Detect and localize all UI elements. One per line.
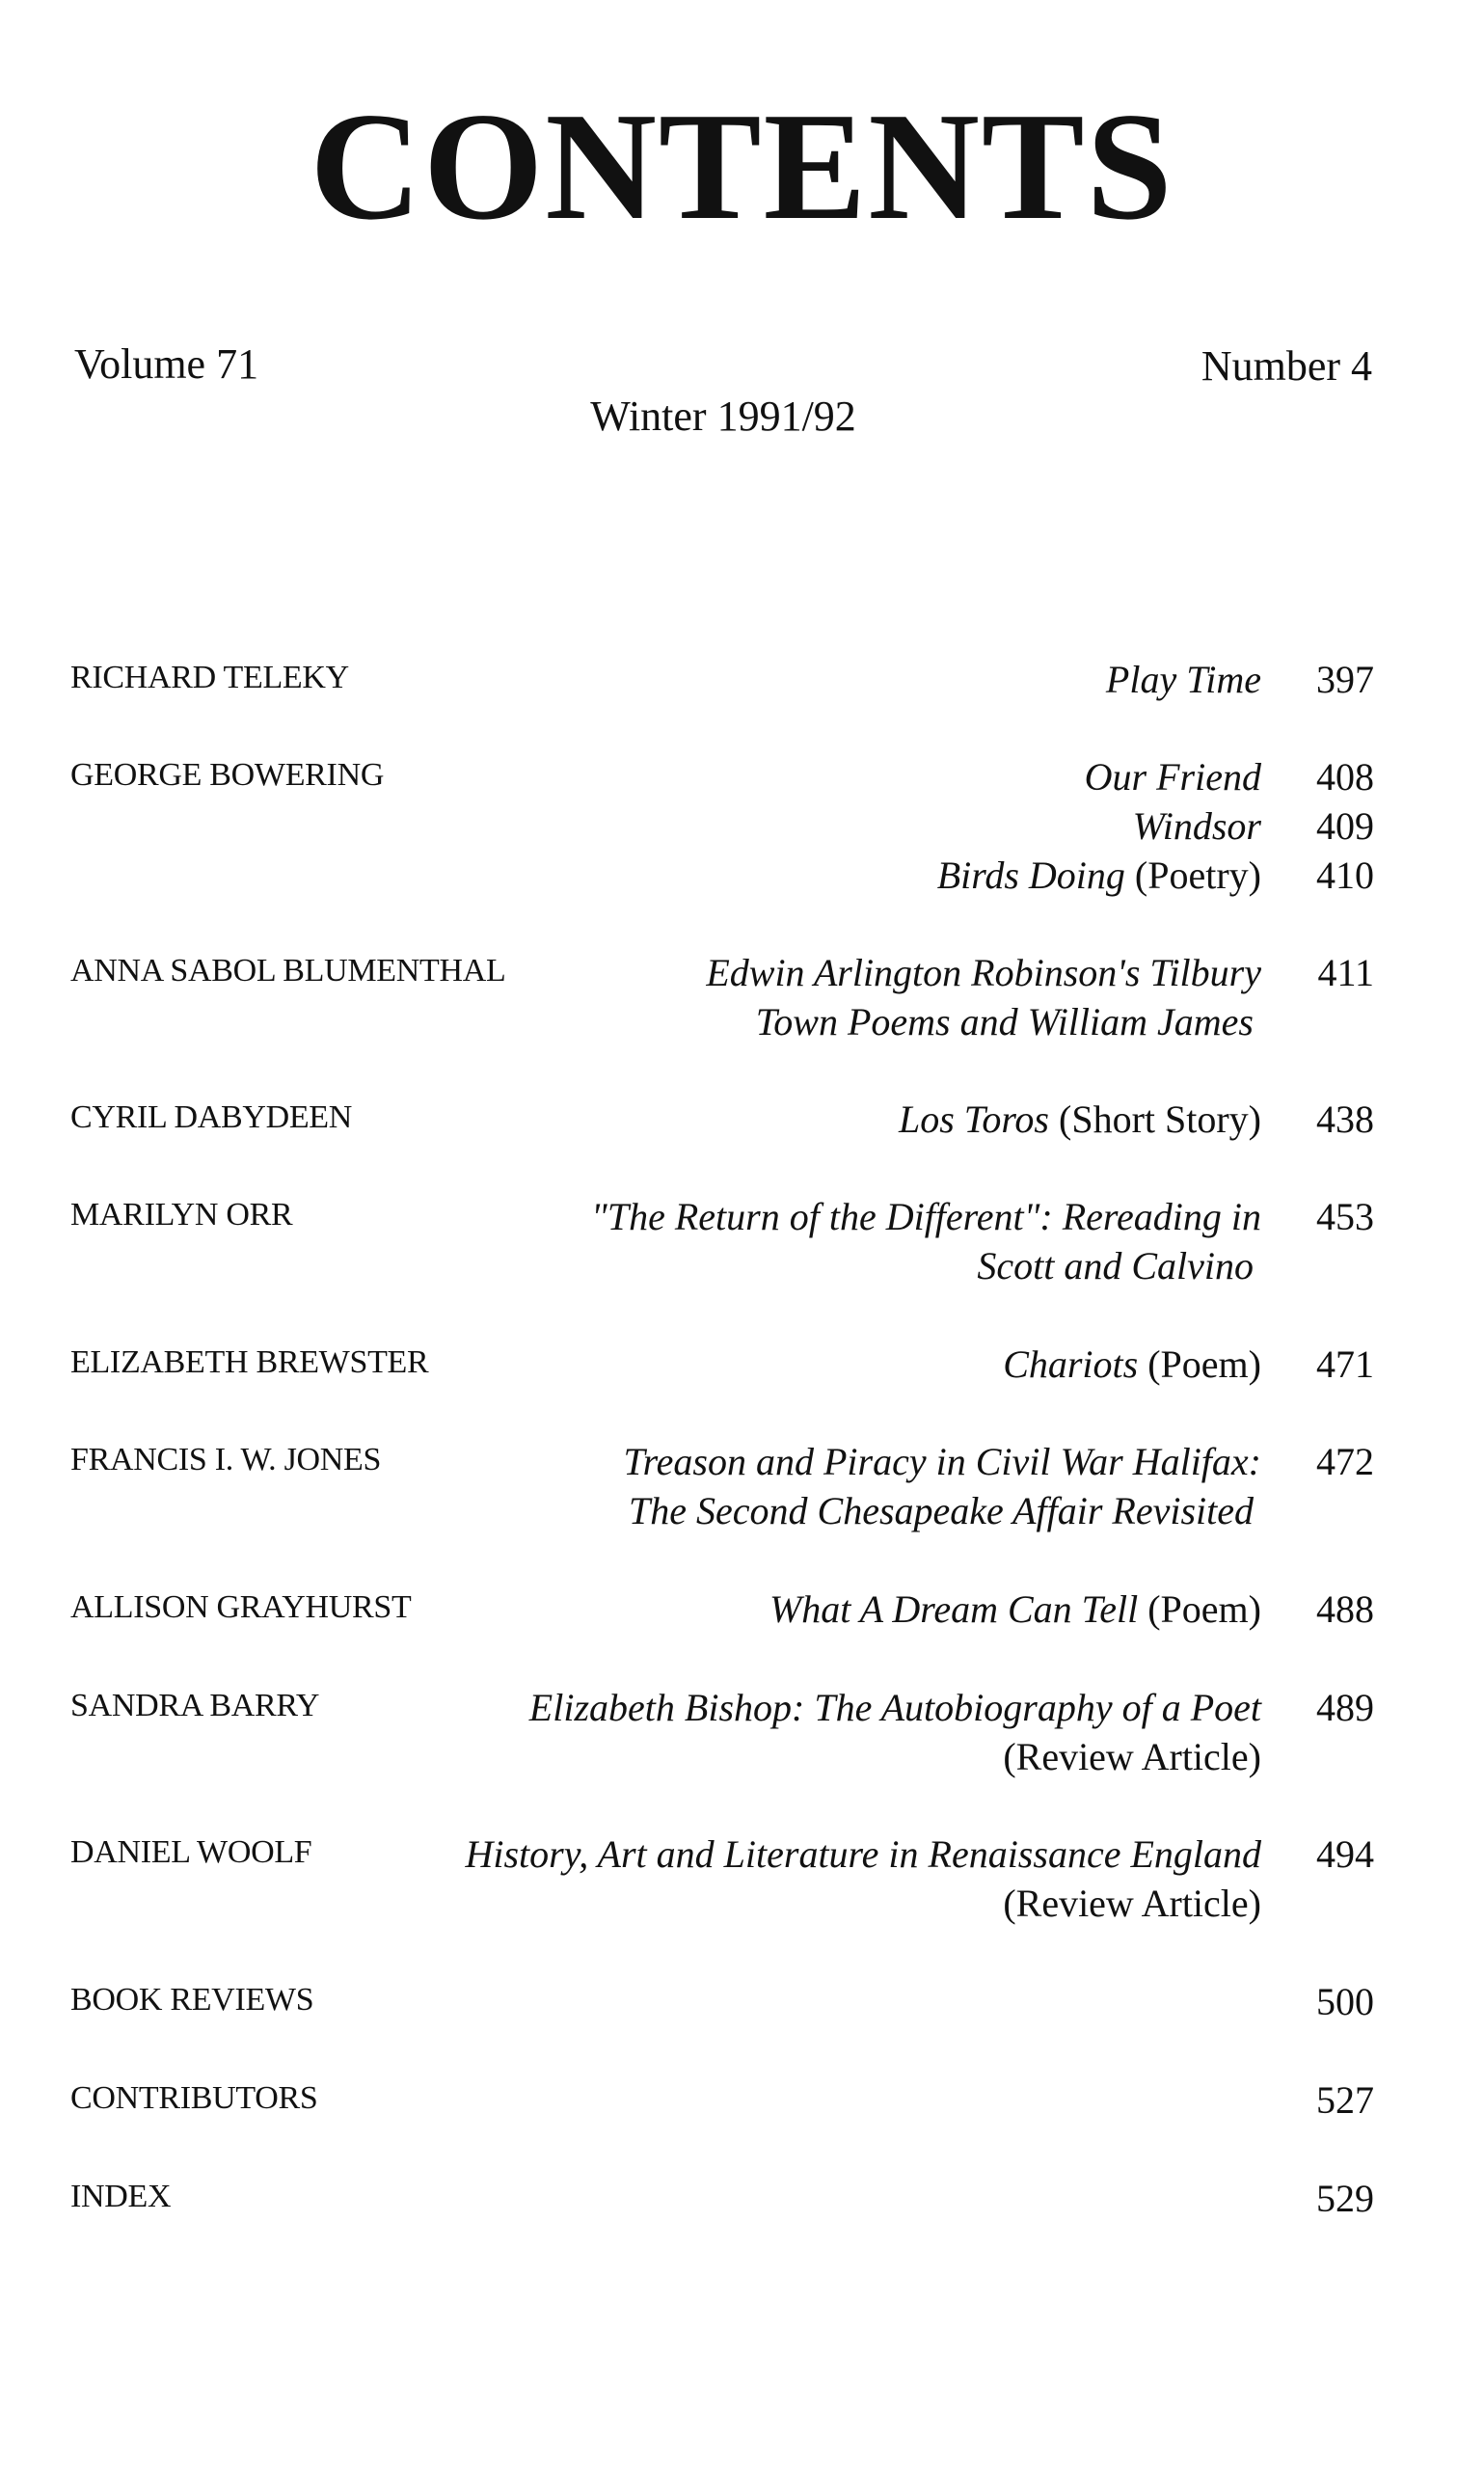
toc-page-number: 488 (1316, 1587, 1374, 1631)
toc-author: ANNA SABOL BLUMENTHAL (70, 953, 506, 989)
toc-author: DANIEL WOOLF (70, 1834, 312, 1870)
toc-page-number: 408 (1316, 755, 1374, 799)
toc-title[interactable]: "The Return of the Different": Rereading in Scott and Calvino (591, 1195, 1261, 1287)
toc-title[interactable]: What A Dream Can Tell (Poem) (769, 1587, 1261, 1631)
toc-author: RICHARD TELEKY (70, 660, 349, 695)
toc-page-number: 410 (1316, 854, 1374, 897)
toc-title[interactable]: Windsor (1132, 804, 1261, 848)
toc-author: SANDRA BARRY (70, 1688, 320, 1723)
toc-section-book-reviews[interactable]: BOOK REVIEWS (70, 1982, 314, 2018)
issue-number-label: Number 4 (1201, 342, 1372, 390)
toc-title[interactable]: Edwin Arlington Robinson's Tilbury Town Poems and William James (706, 951, 1261, 1043)
toc-page-number: 489 (1316, 1686, 1374, 1729)
toc-page-number: 453 (1316, 1195, 1374, 1238)
toc-page-number: 500 (1316, 1980, 1374, 2023)
toc-page-number: 411 (1317, 951, 1374, 994)
toc-title[interactable]: History, Art and Literature in Renaissance England (Review Article) (465, 1832, 1261, 1925)
toc-page-number: 397 (1316, 658, 1374, 701)
toc-page-number: 472 (1316, 1440, 1374, 1483)
toc-author: FRANCIS I. W. JONES (70, 1442, 382, 1477)
toc-title[interactable]: Our Friend (1084, 755, 1261, 799)
toc-section-index[interactable]: INDEX (70, 2179, 172, 2214)
toc-title[interactable]: Chariots (Poem) (1003, 1342, 1261, 1386)
toc-title[interactable]: Play Time (1105, 658, 1261, 701)
toc-page-number: 471 (1316, 1342, 1374, 1386)
page-title: CONTENTS (310, 80, 1174, 252)
toc-page-number: 529 (1316, 2177, 1374, 2220)
toc-author: ALLISON GRAYHURST (70, 1589, 412, 1625)
toc-author: ELIZABETH BREWSTER (70, 1344, 429, 1380)
issue-season-label: Winter 1991/92 (590, 393, 856, 440)
toc-author: MARILYN ORR (70, 1197, 293, 1233)
toc-page-number: 494 (1316, 1832, 1374, 1876)
toc-page-number: 409 (1316, 804, 1374, 848)
volume-label: Volume 71 (74, 340, 259, 388)
toc-page-number: 527 (1316, 2078, 1374, 2122)
toc-title[interactable]: Los Toros (Short Story) (898, 1098, 1261, 1141)
toc-title[interactable]: Birds Doing (Poetry) (936, 854, 1261, 897)
toc-author: GEORGE BOWERING (70, 757, 385, 793)
toc-author: CYRIL DABYDEEN (70, 1099, 353, 1135)
toc-page-number: 438 (1316, 1098, 1374, 1141)
toc-title[interactable]: Treason and Piracy in Civil War Halifax: The Second Chesapeake Affair Revisited (623, 1440, 1261, 1532)
toc-section-contributors[interactable]: CONTRIBUTORS (70, 2080, 318, 2116)
toc-title[interactable]: Elizabeth Bishop: The Autobiography of a Poet (Review Article) (528, 1686, 1261, 1778)
